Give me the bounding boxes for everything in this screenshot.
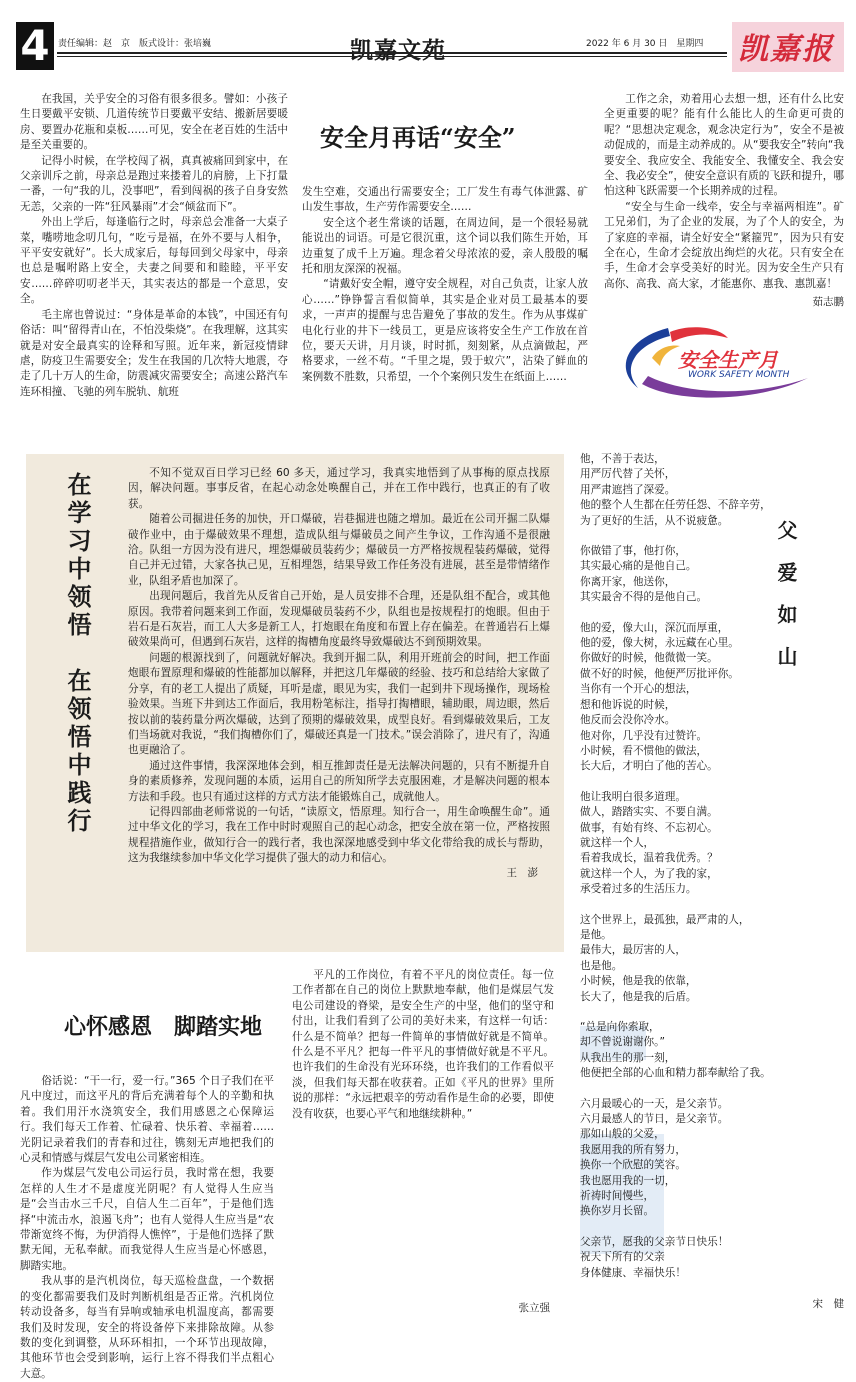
article-safety-title: 安全月再话“安全” <box>320 123 516 152</box>
poem-line: 祝天下所有的父亲 <box>580 1251 665 1264</box>
article-paragraph: 记得小时候，在学校闯了祸，真真被痛回到家中，在父亲训斥之前，母亲总是跑过来搂着儿的肩膀，上下打量一番，一句“我的儿，没事吧”，看到闯祸的孩子自身安然无恙，父亲的一阵“狂风暴雨”才会“倾盆而下”。 <box>20 154 288 213</box>
article-paragraph: 我从事的是汽机岗位，每天巡检盘盘，一个数据的变化都需要我们及时判断机组是否正常。汽机岗位转动设备多，每当有异响或轴承电机温度高，都需要我们及时发现，安全的将设备停下来排除故障。从参数的变化到调整，从环环相扣，一个环节出现故障，其他环节也会受到影响，运行上容不得我们半点粗心大意。 <box>20 1275 274 1380</box>
article-safety-col3 <box>604 92 844 309</box>
poem-line: 是他。 <box>580 928 612 941</box>
poem-line: 他让我明白很多道理。 <box>580 790 686 803</box>
article-paragraph: 工作之余，劝着用心去想一想，还有什么比安全更重要的呢？能有什么能比人的生命更可贵的呢？“思想决定观念，观念决定行为”，安全不是被动促成的，而是主动养成的。从“要我安全”转向“我要安全、我应安全、我能安全、我懂安全、我会安全、我必安全”，使安全意识有质的飞跃和提升，哪怕这种飞跃需要一个长期养成的过程。 <box>604 93 844 198</box>
poem-stanza <box>580 1020 776 1082</box>
article-author: 张立强 <box>518 1302 550 1314</box>
article-gratitude-title: 心怀感恩 脚踏实地 <box>64 1014 263 1040</box>
poem-line: 长大后，才明白了他的苦心。 <box>580 760 718 773</box>
poem-line: 却不曾说谢谢你。” <box>580 1036 665 1049</box>
poem-line: 换你一个欣慰的笑容。 <box>580 1159 686 1172</box>
poem-author: 宋 健 <box>812 1298 844 1310</box>
article-study-title: 在学习中领悟 在领悟中践行 <box>63 472 92 836</box>
article-paragraph: 问题的根源找到了，问题就好解决。我到开掘二队，利用开班前会的时间，把工作面炮眼布置原理和爆破的性能都加以解释，并把这几年爆破的经验、技巧和总结给大家做了分享，有的老工人提出了质疑，耳听是虚，眼见为实，我们一起到井下现场操作，现场检验效果。当班下井到达工作面后，我用粉笔标注，指导打掏槽眼，辅助眼，周边眼，然后按以前的装药量分两次爆破，达到了预期的爆破效果，成型良好。看到爆破效果后，工友们当场就对我说，“我们掏槽你们了，爆破还真是一门技术。”误会消除了，进尺有了，沟通也更融洽了。 <box>128 651 550 757</box>
poem-stanza <box>580 452 776 529</box>
article-paragraph: 俗话说：“干一行，爱一行。”365 个日子我们在平凡中度过，而这平凡的背后充满着每个人的辛勤和执着。我们用汗水浇筑安全，我们用感恩之心保障运行。我们每天工作着、忙碌着、快乐着、幸福着……光阴记录着我们的青春和过往，镌刻无声地把我们的心灵和情感与煤层气发电公司紧密相连。 <box>20 1075 274 1165</box>
logo-cn: 安全生产月 <box>678 348 778 372</box>
poem-line: 六月最暖心的一天，是父亲节。 <box>580 1097 729 1110</box>
article-paragraph: 安全这个老生常谈的话题，在周边间，是一个很轻易就能说出的词语。可是它很沉重，这个词以我们陈生开始，耳边重复了成千上万遍。理念着父母浓浓的爱，亲人殷殷的嘱托和朋友深深的祝福。 <box>302 216 588 276</box>
header-rule-thin <box>57 56 727 57</box>
article-paragraph: 平凡的工作岗位，有着不平凡的岗位责任。每一位工作者都在自己的岗位上默默地奉献，他们是煤层气发电公司建设的脊梁，是安全生产的中坚，他们的坚守和付出，让我们看到了公司的美好未来，有这样一句话：什么是不简单？把每一件简单的事情做好就是不简单。什么是不平凡？把每一件平凡的事情做好就是不平凡。也许我们的生命没有光环环绕，也许我们的工作看似平淡，但我们每天都在收获着。正如《平凡的世界》里所说的那样：“永远把艰辛的劳动看作是生命的必要，即使没有收获，也要心平气和地继续耕种。” <box>292 969 554 1120</box>
poem-line: 就这样一个人，为了我的家， <box>580 867 718 880</box>
poem-title: 父爱如山 <box>774 520 798 688</box>
poem-line: 他对你，几乎没有过赞许。 <box>580 729 708 742</box>
poem-line: 他便把全部的心血和精力都奉献给了我。 <box>580 1067 771 1080</box>
poem-line: 就这样一个人， <box>580 836 655 849</box>
poem-stanza <box>580 621 776 775</box>
article-paragraph: 出现问题后，我首先从反省自己开始，是人员安排不合理，还是队组不配合，或其他原因。我带着问题来到工作面，发现爆破员装药不少，队组也是按规程打的炮眼。但由于岩石是石灰岩，而工人大多是新工人，打炮眼在角度和布置上存在偏差。在普通岩石上爆破效果尚可，但遇到石灰岩，这样的掏槽角度最终导致爆破达不到预期效果。 <box>128 590 550 649</box>
poem-line: 看着我成长，温着我优秀。？ <box>580 852 718 865</box>
article-paragraph: 作为煤层气发电公司运行员，我时常在想，我要怎样的人生才不是虚度光阴呢？有人觉得人生应当是“会当击水三千尺，自信人生二百年”，于是他们选择“中流击水，浪遏飞舟”；也有人觉得人生应当是“农带渐宽终不悔，为伊消得人憔悴”，于是他们选择了默默无闻，无私奉献。而我觉得人生应当是心怀感恩，脚踏实地。 <box>20 1167 274 1272</box>
article-safety-col2 <box>302 185 588 385</box>
poem-line: 做事，有始有终、不忘初心。 <box>580 821 718 834</box>
poem-line: 他反而会没你冷水。 <box>580 714 676 727</box>
poem-line: 想和他诉说的时候， <box>580 698 676 711</box>
poem-line: 他的爱，像大树，永远藏在心里。 <box>580 637 739 650</box>
poem-line: 父亲节，愿我的父亲节日快乐！ <box>580 1235 729 1248</box>
safety-month-logo <box>608 318 844 408</box>
poem-line: 其实最心痛的是他自己。 <box>580 560 697 573</box>
poem-line: 用严厉代替了关怀， <box>580 468 676 481</box>
article-paragraph: 外出上学后，每逢临行之时，母亲总会准备一大桌子菜，嘴唠地念叨几句，“吃亏是福，在外不要与人相争，平平安安就好”。长大成家后，每每回到父母家中，母亲也总是嘱咐路上安全，夫妻之间要和和睦睦，平平安安……碎碎叨叨老半天，其实表达的都是一个意思，安全。 <box>20 216 288 306</box>
poem-line: 那如山般的父爱， <box>580 1128 665 1141</box>
poem-line: 换你岁月长留。 <box>580 1205 655 1218</box>
article-paragraph: 随着公司掘进任务的加快，开口爆破，岩巷掘进也随之增加。最近在公司开掘二队爆破作业中，由于爆破效果不理想，造成队组与爆破员之间产生争议，工作沟通不是很融洽。队组一方因为没有进尺，埋怨爆破员装药少；爆破员一方严格按规程装药爆破，觉得自己并无过错，大家各执己见，互相埋怨，结果导致工作任务没有进展，甚至是带情绪作业，队组矛盾也加深了。 <box>128 513 550 587</box>
article-author: 茹志鹏 <box>812 296 844 309</box>
article-gratitude-col2 <box>292 968 554 1308</box>
article-paragraph: 毛主席也曾说过：“身体是革命的本钱”，中国还有句俗话：叫“留得青山在，不怕没柴烧”。在我理解，这其实就是对安全最真实的诠释和写照。近年来，新冠疫情肆虐，防疫卫生需要安全；发生在我国的几次特大地震，夺走了几十万人的生命，防震减灾需要安全；高速公路汽车连环相撞、飞驰的列车脱轨、航班 <box>20 308 288 398</box>
poem-body <box>580 452 776 1281</box>
masthead: 凯嘉报 <box>738 32 834 67</box>
poem-line: 长大了，他是我的后盾。 <box>580 990 697 1003</box>
poem-line: 你做好的时候，他微微一笑。 <box>580 652 718 665</box>
article-safety-col1 <box>20 92 288 400</box>
article-paragraph: 记得四部曲老师常说的一句话，“读原文，悟原理。知行合一，用生命唤醒生命”。通过中华文化的学习，我在工作中时时观照自己的起心动念，把安全放在第一位，严格按照规程措施作业，做知行合一的践行者，我也深深地感受到中华文化带给我的成长与帮助，这为我继续参加中华文化学习提供了强大的动力和信心。 <box>128 805 550 865</box>
poem-stanza <box>580 790 776 898</box>
poem-line: 他的整个人生都在任劳任怨、不辞辛劳， <box>580 499 771 512</box>
poem-line: 做人，踏踏实实、不要自满。 <box>580 806 718 819</box>
date-line: 2022 年 6 月 30 日 星期四 <box>586 39 704 49</box>
logo-en: WORK SAFETY MONTH <box>688 370 790 380</box>
poem-line: 做不好的时候，他便严厉批评你。 <box>580 667 739 680</box>
header-rule <box>57 52 727 54</box>
poem-line: 这个世界上，最孤独，最严肃的人， <box>580 913 750 926</box>
poem-line: 他的爱，像大山，深沉而厚重， <box>580 621 729 634</box>
article-study-body <box>128 466 550 880</box>
poem-line: 当你有一个开心的想法， <box>580 683 697 696</box>
article-paragraph: “请戴好安全帽，遵守安全规程，对自己负责，让家人放心……”铮铮誓言看似简单，其实是企业对员工最基本的要求，一声声的提醒与忠告避免了事故的发生。作为从事煤矿电化行业的井下一线员工，更是应该将安全生产工作放在首位，要天天讲，月月谈，时时抓，刻刻紧，从点滴做起，严格要求，一丝不苟。“千里之堤，毁于蚁穴”，沾染了鲜血的案例数不胜数，只希望，一个个案例只发生在纸面上…… <box>302 278 588 383</box>
article-paragraph: “安全与生命一线牵，安全与幸福两相连”。矿工兄弟们，为了企业的发展，为了个人的安全，为了家庭的幸福，请全好安全“紧箍咒”，因为只有安全在心，生命才会绽放出绚烂的火花。只有安全在手，生命才会享受美好的时光。因为安全生产只有高你、高我、高大家，才能惠你、惠我、惠凯嘉！ <box>604 200 844 290</box>
article-paragraph: 发生空难，交通出行需要安全；工厂发生有毒气体泄露、矿山发生事故，生产劳作需要安全…… <box>302 186 588 214</box>
article-paragraph: 不知不觉双百日学习已经 60 多天，通过学习，我真实地悟到了从事梅的原点找原因，解决问题。事事反省，在起心动念处唤醒自己，并在工作中践行，也真正的有了收获。 <box>128 467 550 510</box>
poem-stanza <box>580 1097 776 1220</box>
poem-line: 为了更好的生活，从不说疲惫。 <box>580 514 729 527</box>
article-author: 王 澎 <box>506 866 538 879</box>
poem-line: 从我出生的那一刻， <box>580 1051 676 1064</box>
poem-line: 祈祷时间慢些， <box>580 1190 655 1203</box>
poem-line: 身体健康、幸福快乐！ <box>580 1266 686 1279</box>
poem-line: 用严肃遮挡了深爱。 <box>580 483 676 496</box>
article-paragraph: 通过这件事情，我深深地体会到，相互推卸责任是无法解决问题的，只有不断提升自身的素质修养，发现问题的本质，运用自己的所知所学去克服困难，才是解决问题的根本方法和手段。也只有通过这样的方式方法才能锻炼自己，成就他人。 <box>128 759 550 803</box>
poem-line: 他，不善于表达， <box>580 453 665 465</box>
poem-stanza <box>580 1235 776 1281</box>
poem-line: 小时候，看不惯他的做法， <box>580 744 708 757</box>
poem-line: 也是他。 <box>580 959 623 972</box>
poem-line: 最伟大，最厉害的人， <box>580 944 686 957</box>
poem-stanza <box>580 913 776 1005</box>
poem-stanza <box>580 544 776 606</box>
article-paragraph: 在我国，关乎安全的习俗有很多很多。譬如：小孩子生日要戴平安锁、几道传统节日要戴平安结、搬新居要暖房、要置办花瓶和桌板……可见，安全在老百姓的生活中是至关重要的。 <box>20 93 288 152</box>
poem-line: 承受着过多的生活压力。 <box>580 883 697 896</box>
poem-line: “总是向你索取， <box>580 1021 660 1033</box>
poem-line: 我愿用我的所有努力， <box>580 1143 686 1156</box>
poem-line: 六月最感人的节日，是父亲节。 <box>580 1113 729 1126</box>
section-title: 凯嘉文苑 <box>350 37 446 64</box>
page-number: 4 <box>20 21 50 70</box>
page-number-box <box>16 22 54 70</box>
poem-line: 其实最舍不得的是他自己。 <box>580 591 708 604</box>
editor-line: 责任编辑：赵 京 版式设计：张培巍 <box>58 39 212 49</box>
poem-line: 我也愿用我的一切， <box>580 1174 676 1187</box>
poem-line: 你离开家，他送你， <box>580 575 676 588</box>
poem-line: 小时候，他是我的依靠， <box>580 975 697 988</box>
poem-line: 你做错了事，他打你， <box>580 545 686 558</box>
article-gratitude-col1 <box>20 1074 274 1380</box>
page-header <box>0 0 856 80</box>
